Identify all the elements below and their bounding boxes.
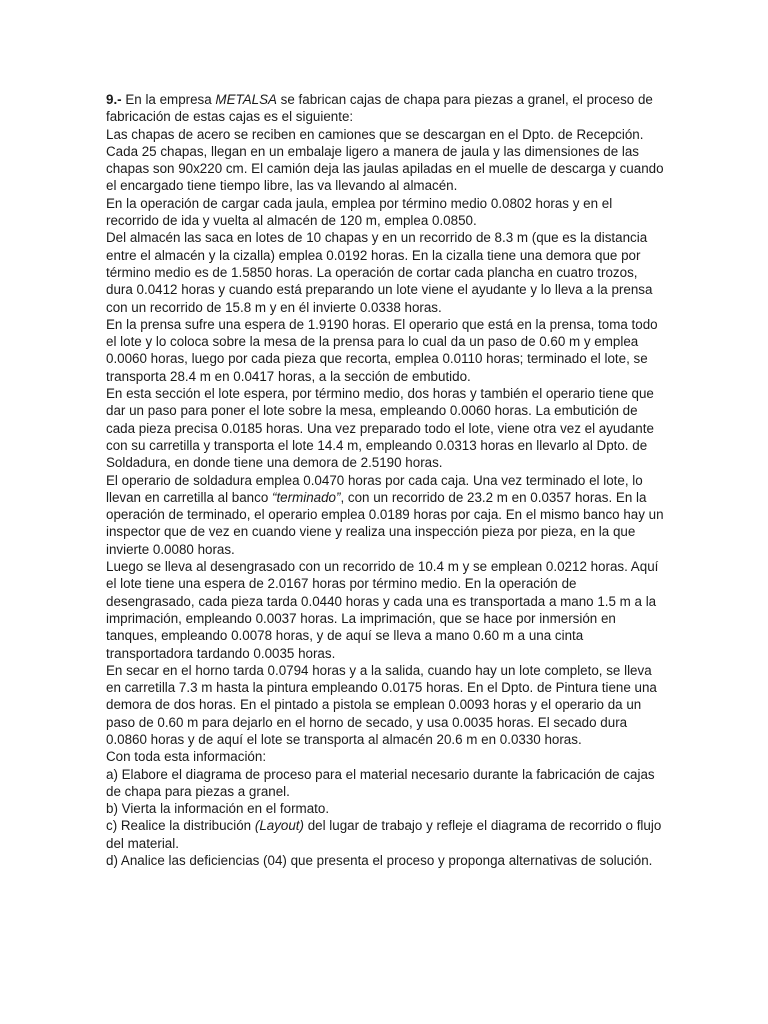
paragraph-press: En la prensa sufre una espera de 1.9190 horas. El operario que está en la prensa, toma todo el lote y lo coloca sobre la mesa de la prensa para lo cual da un paso de 0.60 m y emplea 0.0060 horas, luego por cada pieza que recorta, emplea 0.0110 horas; terminado el lote, se transporta 28.4 m en 0.0417 horas, a la sección de embutido. (106, 316, 658, 384)
question-a: a) Elabore el diagrama de proceso para el material necesario durante la fabricación de cajas de chapa para piezas a granel. (106, 766, 655, 799)
paragraph-stamping: En esta sección el lote espera, por término medio, dos horas y también el operario tiene que dar un paso para poner el lote sobre la mesa, empleando 0.0060 horas. La embutición de cada pieza precisa 0.0185 horas. Una vez preparado todo el lote, viene otra vez el ayudante con su carretilla y transporta el lote 14.4 m, empleando 0.0313 horas en llevarlo al Dpto. de Soldadura, en donde tiene una demora de 2.5190 horas. (106, 386, 654, 471)
paragraph-degreasing: Luego se lleva al desengrasado con un recorrido de 10.4 m y se emplean 0.0212 horas. Aquí el lote tiene una espera de 2.0167 horas por término medio. En la operación de desengrasado, cada pieza tarda 0.0440 horas y cada una es transportada a mano 1.5 m a la imprimación, empleando 0.0037 horas. La imprimación, que se hace por inmersión en tanques, empleando 0.0078 horas, y de aquí se lleva a mano 0.60 m a una cinta transportadora tardando 0.0035 horas. (106, 559, 659, 661)
paragraph-painting: En secar en el horno tarda 0.0794 horas y a la salida, cuando hay un lote completo, se lleva en carretilla 7.3 m hasta la pintura empleando 0.0175 horas. En el Dpto. de Pintura tiene una demora de dos horas. En el pintado a pistola se emplean 0.0093 horas y el operario da un paso de 0.60 m para dejarlo en el horno de secado, y usa 0.0035 horas. El secado dura 0.0860 horas y de aquí el lote se transporta al almacén 20.6 m en 0.0330 horas. (106, 662, 657, 747)
paragraph-reception: Las chapas de acero se reciben en camiones que se descargan en el Dpto. de Recepción. Cada 25 chapas, llegan en un embalaje ligero a manera de jaula y las dimensiones de las chapas son 90x220 cm. El camión deja las jaulas apiladas en el muelle de descarga y cuando el encargado tiene tiempo libre, las va llevando al almacén. (106, 126, 664, 194)
problem-number: 9.- (106, 92, 122, 107)
welding-text-start: El operario de soldadura emplea 0.0470 horas por cada caja. Una vez terminado el lote, lo llevan en carretilla al banco (106, 472, 643, 505)
intro-text-start: En la empresa (121, 92, 216, 107)
intro-text-end: se fabrican cajas de chapa para piezas a granel, el proceso de fabricación de estas cajas es el siguiente: (106, 92, 653, 125)
paragraph-loading: En la operación de cargar cada jaula, emplea por término medio 0.0802 horas y en el recorrido de ida y vuelta al almacén de 120 m, emplea 0.0850. (106, 195, 613, 229)
question-c (106, 817, 666, 852)
paragraph-shear: Del almacén las saca en lotes de 10 chapas y en un recorrido de 8.3 m (que es la distancia entre el almacén y la cizalla) emplea 0.0192 horas. En la cizalla tiene una demora que por término medio es de 1.5850 horas. La operación de cortar cada plancha en cuatro trozos, dura 0.0412 horas y cuando está preparando un lote viene el ayudante y lo lleva a la prensa con un recorrido de 15.8 m y en él invierte 0.0338 horas. (106, 230, 653, 315)
layout-term: (Layout) (254, 818, 304, 834)
paragraph-welding (106, 472, 666, 558)
welding-text-end: , con un recorrido de 23.2 m en 0.0357 horas. En la operación de terminado, el operario emplea 0.0189 horas por caja. En el mismo banco hay un inspector que de vez en cuando viene y realiza una inspección pieza por pieza, en la que invierte 0.0080 horas. (106, 489, 664, 557)
company-name: METALSA (215, 92, 277, 107)
problem-statement (106, 91, 666, 126)
question-c-end: del lugar de trabajo y refleje el diagrama de recorrido o flujo del material. (106, 818, 662, 851)
question-d: d) Analice las deficiencias (04) que presenta el proceso y proponga alternativas de solución. (106, 853, 653, 869)
paragraph-instructions: Con toda esta información: (106, 749, 267, 765)
document-body (106, 91, 666, 869)
question-c-start: c) Realice la distribución (106, 818, 255, 834)
finishing-bench-name: “terminado” (272, 489, 341, 505)
question-b: b) Vierta la información en el formato. (106, 801, 330, 817)
